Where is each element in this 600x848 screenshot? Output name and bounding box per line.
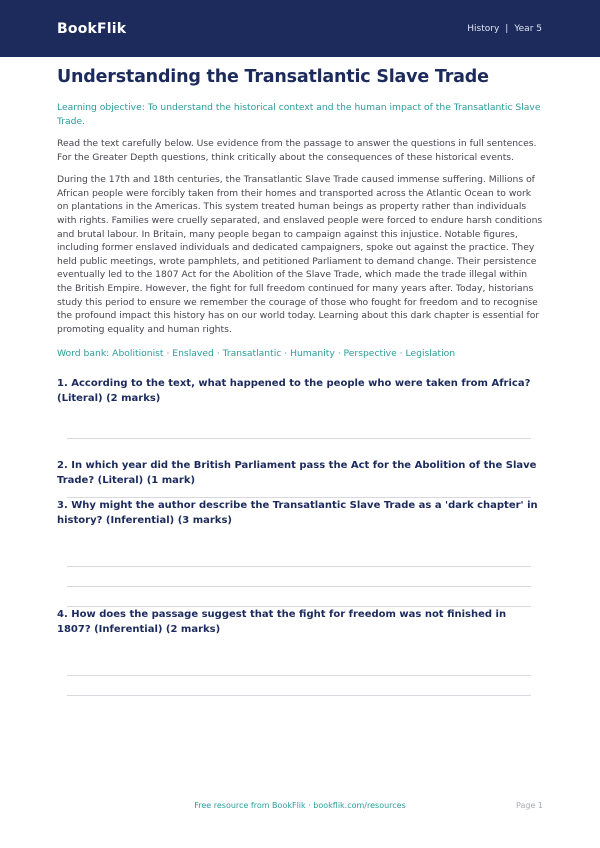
question-3: 3. Why might the author describe the Transatlantic Slave Trade as a 'dark chapter' in history? (Inferential) (3 marks) [57, 500, 538, 527]
year-label: Year 5 [514, 23, 542, 34]
reading-passage: During the 17th and 18th centuries, the Transatlantic Slave Trade caused immense suffering. Millions of African people were forcibly taken from their homes and transported across the Atlantic Ocean to work on plantations in the Americas. This system treated human beings as property rather than individuals with rights. Families were cruelly separated, and enslaved people were forced to endure harsh conditions and brutal labour. In Britain, many people began to campaign against this injustice. Notable figures, including former enslaved individuals and dedicated campaigners, spoke out against the practice. They held public meetings, wrote pamphlets, and petitioned Parliament to demand change. Their persistence eventually led to the 1807 Act for the Abolition of the Slave Trade, which made the trade illegal within the British Empire. However, the fight for full freedom continued for many years after. Today, historians study this period to ensure we remember the courage of those who fought for freedom and to recognise the profound impact this history has on our world today. Learning about this dark chapter is essential for promoting equality and human rights. [57, 174, 543, 335]
learning-objective: Learning objective: To understand the historical context and the human impact of the Transatlantic Slave Trade. [57, 102, 541, 127]
question-2: 2. In which year did the British Parliament pass the Act for the Abolition of the Slave Trade? (Literal) (1 mark) [57, 460, 537, 487]
page-title: Understanding the Transatlantic Slave Trade [57, 67, 489, 87]
brand-logo: BookFlik [57, 20, 127, 37]
header-meta [467, 24, 542, 34]
instructions-text: Read the text carefully below. Use evidence from the passage to answer the questions in full sentences. For the Greater Depth questions, think critically about the consequences of these historical events. [57, 138, 537, 163]
footer-credit: Free resource from BookFlik · bookflik.com/resources [194, 801, 406, 810]
page-header [0, 0, 600, 57]
word-bank: Word bank: Abolitionist · Enslaved · Transatlantic · Humanity · Perspective · Legislation [57, 348, 456, 360]
question-1: 1. According to the text, what happened to the people who were taken from Africa? (Literal) (2 marks) [57, 378, 531, 405]
subject-label: History [467, 23, 500, 34]
page-number: Page 1 [516, 801, 543, 810]
worksheet-content [57, 66, 543, 696]
header-separator: | [505, 23, 509, 34]
question-4: 4. How does the passage suggest that the fight for freedom was not finished in 1807? (Inferential) (2 marks) [57, 609, 507, 636]
answer-line[interactable] [67, 695, 531, 696]
